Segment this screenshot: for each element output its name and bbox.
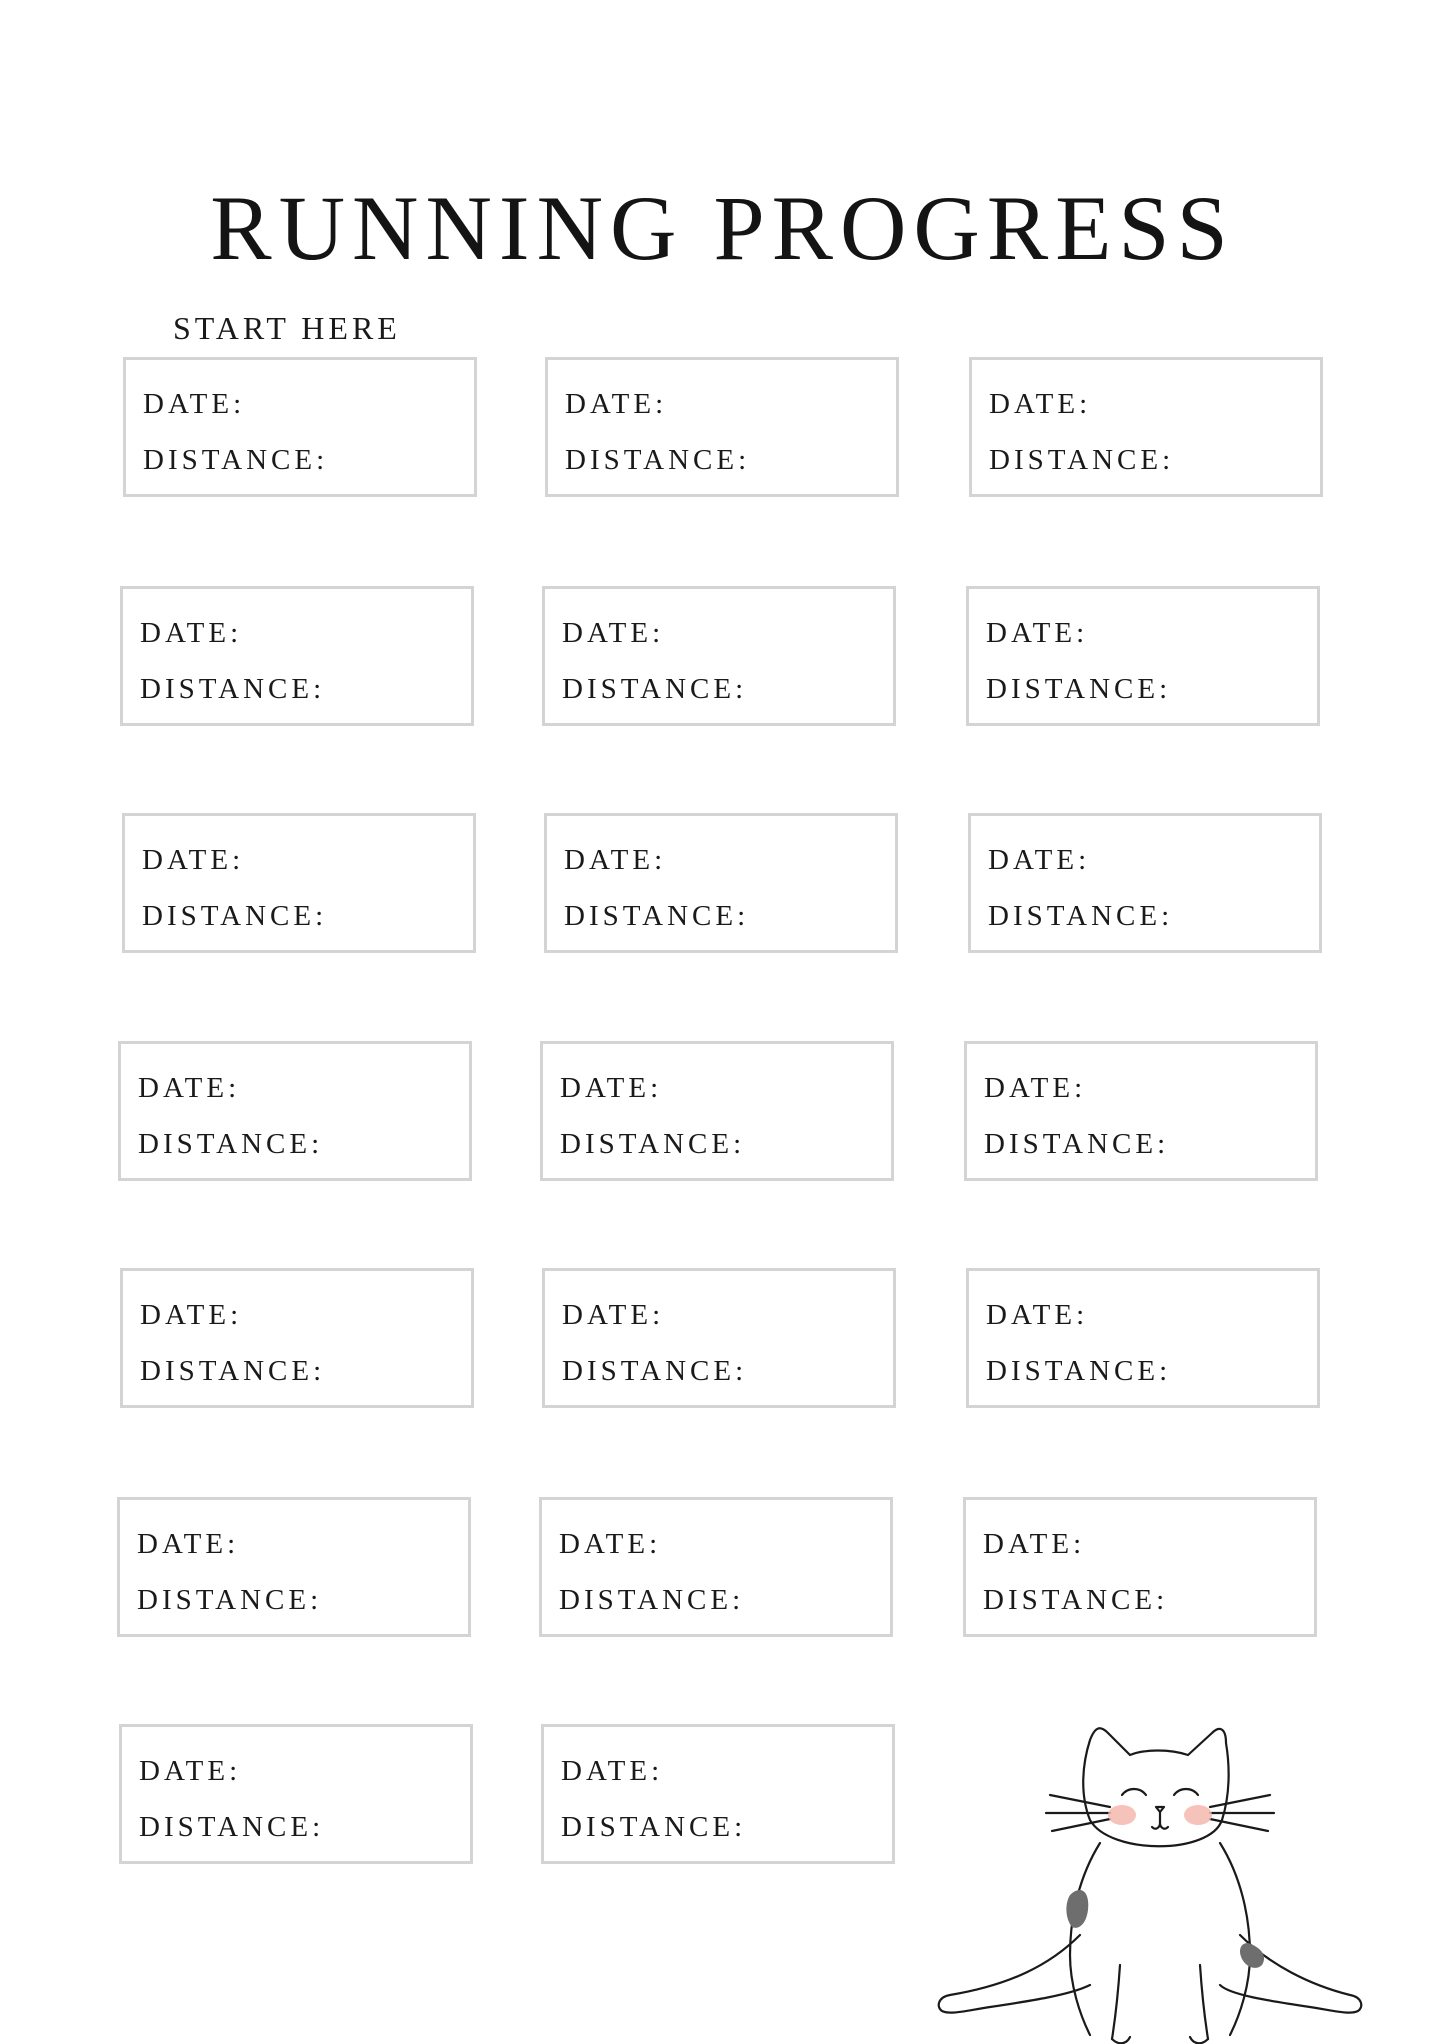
entry-date-field[interactable]: DATE: — [140, 1299, 243, 1331]
entry-distance-field[interactable]: DISTANCE: — [142, 900, 328, 932]
entry-date-field[interactable]: DATE: — [564, 844, 667, 876]
entry-distance-field[interactable]: DISTANCE: — [138, 1128, 324, 1160]
entry-date-field[interactable]: DATE: — [561, 1755, 664, 1787]
log-entry-18 — [963, 1497, 1317, 1637]
entry-distance-field[interactable]: DISTANCE: — [564, 900, 750, 932]
entry-distance-field[interactable]: DISTANCE: — [983, 1584, 1169, 1616]
entry-distance-field[interactable]: DISTANCE: — [988, 900, 1174, 932]
log-entry-12 — [964, 1041, 1318, 1181]
log-entry-8 — [544, 813, 898, 953]
entry-date-field[interactable]: DATE: — [140, 617, 243, 649]
entry-date-field[interactable]: DATE: — [562, 617, 665, 649]
log-entry-14 — [542, 1268, 896, 1408]
log-entry-5 — [542, 586, 896, 726]
log-entry-4 — [120, 586, 474, 726]
stretching-cat-icon — [930, 1715, 1370, 2044]
entry-distance-field[interactable]: DISTANCE: — [140, 673, 326, 705]
log-entry-2 — [545, 357, 899, 497]
log-entry-19 — [119, 1724, 473, 1864]
entry-distance-field[interactable]: DISTANCE: — [140, 1355, 326, 1387]
entry-distance-field[interactable]: DISTANCE: — [565, 444, 751, 476]
log-entry-11 — [540, 1041, 894, 1181]
entry-date-field[interactable]: DATE: — [986, 617, 1089, 649]
entry-distance-field[interactable]: DISTANCE: — [562, 1355, 748, 1387]
entry-distance-field[interactable]: DISTANCE: — [137, 1584, 323, 1616]
entry-date-field[interactable]: DATE: — [143, 388, 246, 420]
log-entry-10 — [118, 1041, 472, 1181]
entry-distance-field[interactable]: DISTANCE: — [143, 444, 329, 476]
entry-distance-field[interactable]: DISTANCE: — [986, 673, 1172, 705]
entry-date-field[interactable]: DATE: — [142, 844, 245, 876]
entry-date-field[interactable]: DATE: — [562, 1299, 665, 1331]
entry-date-field[interactable]: DATE: — [989, 388, 1092, 420]
log-entry-16 — [117, 1497, 471, 1637]
entry-distance-field[interactable]: DISTANCE: — [559, 1584, 745, 1616]
entry-date-field[interactable]: DATE: — [984, 1072, 1087, 1104]
page-title: RUNNING PROGRESS — [210, 176, 1235, 279]
entry-date-field[interactable]: DATE: — [559, 1528, 662, 1560]
entry-date-field[interactable]: DATE: — [983, 1528, 1086, 1560]
log-entry-7 — [122, 813, 476, 953]
log-entry-6 — [966, 586, 1320, 726]
entry-distance-field[interactable]: DISTANCE: — [989, 444, 1175, 476]
entry-distance-field[interactable]: DISTANCE: — [986, 1355, 1172, 1387]
entry-distance-field[interactable]: DISTANCE: — [561, 1811, 747, 1843]
log-entry-13 — [120, 1268, 474, 1408]
entry-date-field[interactable]: DATE: — [560, 1072, 663, 1104]
entry-distance-field[interactable]: DISTANCE: — [560, 1128, 746, 1160]
log-entry-1 — [123, 357, 477, 497]
entry-date-field[interactable]: DATE: — [137, 1528, 240, 1560]
entry-date-field[interactable]: DATE: — [988, 844, 1091, 876]
start-here-label: START HERE — [173, 310, 401, 346]
entry-date-field[interactable]: DATE: — [565, 388, 668, 420]
log-entry-9 — [968, 813, 1322, 953]
log-entry-15 — [966, 1268, 1320, 1408]
entry-distance-field[interactable]: DISTANCE: — [984, 1128, 1170, 1160]
entry-distance-field[interactable]: DISTANCE: — [139, 1811, 325, 1843]
log-entry-20 — [541, 1724, 895, 1864]
entry-date-field[interactable]: DATE: — [139, 1755, 242, 1787]
log-entry-3 — [969, 357, 1323, 497]
log-entry-17 — [539, 1497, 893, 1637]
entry-date-field[interactable]: DATE: — [138, 1072, 241, 1104]
entry-date-field[interactable]: DATE: — [986, 1299, 1089, 1331]
entry-distance-field[interactable]: DISTANCE: — [562, 673, 748, 705]
